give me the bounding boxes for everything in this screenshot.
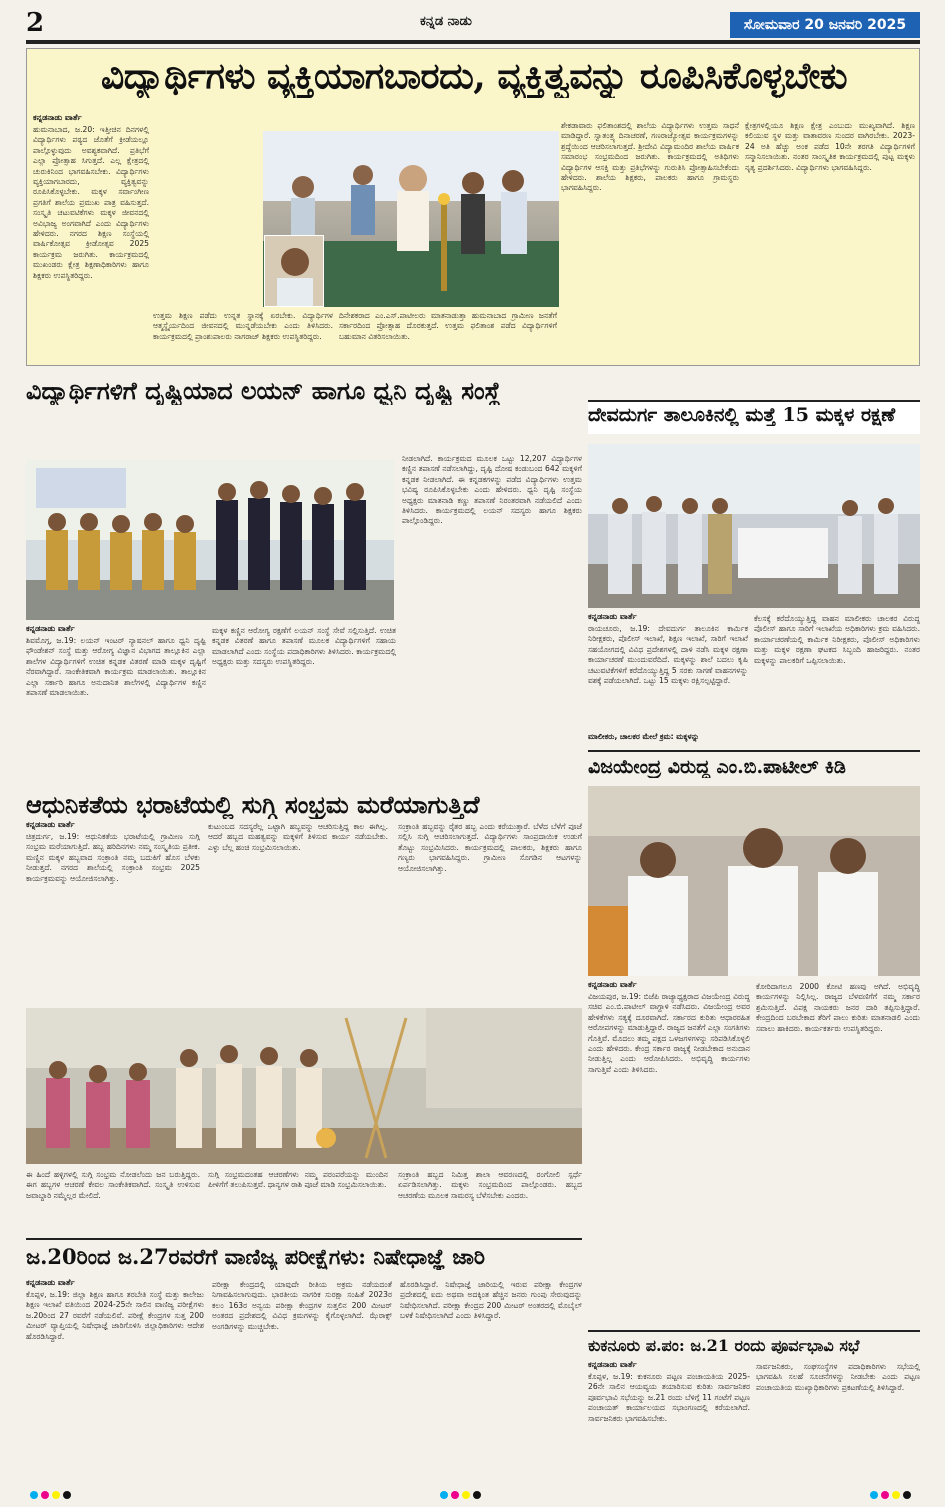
lead-col-2: ಉತ್ತಮ ಶಿಕ್ಷಣ ಪಡೆದು ಉನ್ನತ ಸ್ಥಾನಕ್ಕೆ ಏರಬೇಕು. ವಿದ್ಯಾರ್ಥಿಗಳ ಆತ್ಮಸ್ಥೈರ್ಯದಿಂದ ಜೀವನದಲ್ಲಿ ಮುನ್ನಡೆಯಬೇಕು ಎಂದು ತಿಳಿಸಿದರು. ಕಾರ್ಯಕ್ರಮದಲ್ಲಿ ಪ್ರಾಂಶುಪಾಲರು ನಾಗರಾಜ್ ಶಿಕ್ಷಕರು ಉಪಸ್ಥಿತರಿದ್ದರು.	[153, 311, 333, 341]
suggi-col-5: ಸುಗ್ಗಿ ಸಂಭ್ರಮದಂತಹ ಆಚರಣೆಗಳು ನಮ್ಮ ಪರಂಪರೆಯನ್ನು ಮುಂದಿನ ಪೀಳಿಗೆಗೆ ತಲುಪಿಸುತ್ತವೆ. ಧಾನ್ಯಗಳ ರಾಶಿ ಪೂಜೆ ಮಾಡಿ ಸಂಭ್ರಮಿಸಲಾಯಿತು.	[208, 1170, 388, 1190]
yellow-dot	[52, 1491, 60, 1499]
devadurga-col-2: ಕೆಲಸಕ್ಕೆ ಕರೆದೊಯ್ಯುತ್ತಿದ್ದ ವಾಹನ ಮಾಲೀಕರು ಚಾಲಕರ ವಿರುದ್ಧ ಪೊಲೀಸ್ ಹಾಗೂ ಸಾರಿಗೆ ಇಲಾಖೆಯ ಅಧಿಕಾರಿಗಳು ಕ್ರಮ ವಹಿಸಿದರು. ಕಾರ್ಯಾಚರಣೆಯಲ್ಲಿ ಕಾರ್ಮಿಕ ನಿರೀಕ್ಷಕರು, ಪೊಲೀಸ್ ಅಧಿಕಾರಿಗಳು ಮತ್ತು ಮಕ್ಕಳ ರಕ್ಷಣಾ ಘಟಕದ ಸಿಬ್ಬಂದಿ ಹಾಜರಿದ್ದರು. ನಂತರ ಮಕ್ಕಳನ್ನು ಪಾಲಕರಿಗೆ ಒಪ್ಪಿಸಲಾಯಿತು.	[754, 614, 920, 665]
suggi-photo-illustration	[26, 1008, 582, 1164]
vijayendra-col-2: ಕೋರಿದಾಗಲೂ 2000 ಕೋಟಿ ಹಣವು ಅಗಿದೆ. ಅಭಿವೃದ್ಧಿ ಕಾರ್ಯಗಳನ್ನು ನಿಲ್ಲಿಸಿಲ್ಲ. ರಾಜ್ಯದ ಬೆಳವಣಿಗೆಗೆ ನಮ್ಮ ಸರ್ಕಾರ ಶ್ರಮಿಸುತ್ತಿದೆ. ವಿಪಕ್ಷ ನಾಯಕರು ಜನರ ದಾರಿ ತಪ್ಪಿಸುತ್ತಿದ್ದಾರೆ. ಕೇಂದ್ರದಿಂದ ಬರಬೇಕಾದ ತೆರಿಗೆ ಪಾಲು ಕುರಿತು ಮಾತನಾಡಲಿ ಎಂದು ಸವಾಲು ಹಾಕಿದರು. ಕಾರ್ಯಕರ್ತರು ಉಪಸ್ಥಿತರಿದ್ದರು.	[756, 982, 920, 1033]
vijayendra-photo-illustration	[588, 786, 920, 976]
magenta-dot	[451, 1491, 459, 1499]
header-rule	[26, 40, 920, 44]
lions-byline: ಕನ್ನಡನಾಡು ವಾರ್ತೆ	[26, 624, 75, 633]
suggi-col-6: ಸಂಕ್ರಾಂತಿ ಹಬ್ಬದ ನಿಮಿತ್ತ ಶಾಲಾ ಆವರಣದಲ್ಲಿ ರಂಗೋಲಿ ಸ್ಪರ್ಧೆ ಏರ್ಪಡಿಸಲಾಗಿತ್ತು. ಮಕ್ಕಳು ಸಂಭ್ರಮದಿಂದ ಪಾಲ್ಗೊಂಡರು. ಹಬ್ಬದ ಆಚರಣೆಯ ಮೂಲಕ ಸಾಮರಸ್ಯ ಬೆಳೆಸಬೇಕು ಎಂದರು.	[398, 1170, 582, 1200]
suggi-col-1: ಚಿತ್ರದುರ್ಗ, ಜ.19: ಆಧುನಿಕತೆಯ ಭರಾಟೆಯಲ್ಲಿ ಗ್ರಾಮೀಣ ಸುಗ್ಗಿ ಸಂಭ್ರಮ ಮರೆಯಾಗುತ್ತಿದೆ. ಹಬ್ಬ ಹರಿದಿನಗಳು ನಮ್ಮ ಸಂಸ್ಕೃತಿಯ ಪ್ರತೀಕ. ಮಣ್ಣಿನ ಮಕ್ಕಳ ಹಬ್ಬವಾದ ಸಂಕ್ರಾಂತಿ ನಮ್ಮ ಬದುಕಿಗೆ ಹೊಸ ಬೆಳಕು ನೀಡುತ್ತದೆ. ನಗರದ ಶಾಲೆಯಲ್ಲಿ ಸಂಕ್ರಾಂತಿ ಸಂಭ್ರಮ 2025 ಕಾರ್ಯಕ್ರಮವನ್ನು ಆಯೋಜಿಸಲಾಗಿತ್ತು.	[26, 832, 200, 883]
inset-portrait	[265, 236, 324, 307]
lions-story	[26, 370, 582, 780]
registration-marks-center	[440, 1484, 484, 1503]
magenta-dot	[881, 1491, 889, 1499]
exam-headline: ಜ.20ರಿಂದ ಜ.27ರವರೆಗೆ ವಾಣಿಜ್ಯ ಪರೀಕ್ಷೆಗಳು: ನಿಷೇಧಾಜ್ಞೆ ಜಾರಿ	[26, 1238, 582, 1270]
devadurga-headline: ದೇವದುರ್ಗ ತಾಲೂಕಿನಲ್ಲಿ ಮತ್ತೆ 15 ಮಕ್ಕಳ ರಕ್ಷಣೆ	[588, 404, 896, 426]
yellow-dot	[462, 1491, 470, 1499]
lions-headline: ವಿದ್ಯಾರ್ಥಿಗಳಿಗೆ ದೃಷ್ಟಿಯಾದ ಲಯನ್ ಹಾಗೂ ಧ್ವನಿ ದೃಷ್ಟಿ ಸಂಸ್ಥೆ	[26, 376, 501, 405]
cyan-dot	[870, 1491, 878, 1499]
masthead: ಕನ್ನಡ ನಾಡು	[420, 14, 472, 29]
exam-story	[26, 1238, 582, 1468]
lead-headline: ವಿದ್ಯಾರ್ಥಿಗಳು ವ್ಯಕ್ತಿಯಾಗಬಾರದು, ವ್ಯಕ್ತಿತ್ವವನ್ನು ರೂಪಿಸಿಕೊಳ್ಳಬೇಕು	[100, 55, 848, 97]
devadurga-story	[588, 400, 920, 740]
cyan-dot	[30, 1491, 38, 1499]
lions-col-3: ನೀಡಲಾಗಿದೆ. ಕಾರ್ಯಕ್ರಮದ ಮೂಲಕ ಒಟ್ಟು 12,207 ವಿದ್ಯಾರ್ಥಿಗಳ ಕಣ್ಣಿನ ತಪಾಸಣೆ ನಡೆಸಲಾಗಿದ್ದು, ದೃಷ್ಟಿ ದೋಷ ಕಂಡುಬಂದ 642 ಮಕ್ಕಳಿಗೆ ಕನ್ನಡಕ ನೀಡಲಾಗಿದೆ. ಈ ಕನ್ನಡಕಗಳನ್ನು ಪಡೆದ ವಿದ್ಯಾರ್ಥಿಗಳು ಉತ್ತಮ ಭವಿಷ್ಯ ರೂಪಿಸಿಕೊಳ್ಳಬೇಕು ಎಂದು ಹೇಳಿದರು. ಧ್ವನಿ ದೃಷ್ಟಿ ಸಂಸ್ಥೆಯ ಅಧ್ಯಕ್ಷರು ಮಾತನಾಡಿ ಕಣ್ಣು ತಪಾಸಣೆ ನಿರಂತರವಾಗಿ ನಡೆಯಲಿದೆ ಎಂದು ತಿಳಿಸಿದರು. ಕಾರ್ಯಕ್ರಮದಲ್ಲಿ ಲಯನ್ ಸದಸ್ಯರು ಹಾಗೂ ಶಿಕ್ಷಕರು ಪಾಲ್ಗೊಂಡಿದ್ದರು.	[402, 454, 582, 526]
lead-col-3: ದಿನೇಶಕರಾದ ಎಂ.ಎಸ್.ಪಾಟೀಲರು ಮಾತನಾಡುತ್ತಾ ಹುಮನಾಬಾದ ಗ್ರಾಮೀಣ ಜನತೆಗೆ ಸರ್ಕಾರದಿಂದ ಪ್ರೋತ್ಸಾಹ ದೊರಕುತ್ತದೆ. ಉತ್ತಮ ಫಲಿತಾಂಶ ಪಡೆದ ವಿದ್ಯಾರ್ಥಿಗಳಿಗೆ ಬಹುಮಾನ ವಿತರಿಸಲಾಯಿತು.	[339, 311, 557, 341]
devadurga-photo	[588, 444, 920, 608]
lead-inset-photo	[264, 235, 324, 307]
lead-col-5: ಕ್ಷೇತ್ರಗಳಲ್ಲಿಯೂ ಶಿಕ್ಷಣ ಕ್ಷೇತ್ರ ಎಂಬುದು ಮುಖ್ಯವಾಗಿದೆ. ಶಿಕ್ಷಣ ಕಲಿಯುವ ಸ್ಥಳ ಮತ್ತು ವಾತಾವರಣ ಸುಂದರ ವಾಗಿರಬೇಕು. 2023-24 ಅತಿ ಹೆಚ್ಚು ಅಂಕ ಪಡೆದ 10ನೇ ತರಗತಿ ವಿದ್ಯಾರ್ಥಿಗಳಿಗೆ ಸನ್ಮಾನಿಸಲಾಯಿತು. ನಂತರ ಸಾಂಸ್ಕೃತಿಕ ಕಾರ್ಯಕ್ರಮದಲ್ಲಿ ಪುಟ್ಟ ಮಕ್ಕಳು ನೃತ್ಯ ಪ್ರದರ್ಶಿಸಿದರು. ವಿದ್ಯಾರ್ಥಿಗಳು ಭಾಗವಹಿಸಿದ್ದರು.	[745, 121, 915, 172]
vijayendra-byline: ಕನ್ನಡನಾಡು ವಾರ್ತೆ	[588, 980, 637, 989]
lead-byline: ಕನ್ನಡನಾಡು ವಾರ್ತೆ	[33, 113, 82, 122]
exam-byline: ಕನ್ನಡನಾಡು ವಾರ್ತೆ	[26, 1278, 75, 1287]
lions-col-1: ಶಿವಮೊಗ್ಗ, ಜ.19: ಲಯನ್ ಇಂಟರ್ ನ್ಯಾಷನಲ್ ಹಾಗೂ ಧ್ವನಿ ದೃಷ್ಟಿ ಫೌಂಡೇಶನ್ ಸಂಸ್ಥೆ ಮತ್ತು ಆರೋಗ್ಯ ವಿಜ್ಞಾನ ವಿಭಾಗದ ತಾಲ್ಲೂಕಿನ ಎಲ್ಲಾ ಶಾಲೆಗಳ ವಿದ್ಯಾರ್ಥಿಗಳಿಗೆ ಉಚಿತ ಕನ್ನಡಕ ವಿತರಣೆ ಮಾಡಿ ಮಕ್ಕಳ ದೃಷ್ಟಿಗೆ ನೆರವಾಗಿದ್ದಾರೆ. ಸಾಂಕೇತಿಕವಾಗಿ ಕಾರ್ಯಕ್ರಮ ಮಾಡಲಾಯಿತು. ತಾಲ್ಲೂಕಿನ ಎಲ್ಲಾ ಸರ್ಕಾರಿ ಹಾಗೂ ಅನುದಾನಿತ ಶಾಲೆಗಳಲ್ಲಿ ವಿದ್ಯಾರ್ಥಿಗಳ ಕಣ್ಣಿನ ತಪಾಸಣೆ ಮಾಡಲಾಯಿತು.	[26, 636, 206, 698]
suggi-col-4: ಈ ಹಿಂದೆ ಹಳ್ಳಿಗಳಲ್ಲಿ ಸುಗ್ಗಿ ಸಂಭ್ರಮ ನೋಡಲೆಂದು ಜನ ಬರುತ್ತಿದ್ದರು. ಈಗ ಹಬ್ಬಗಳ ಆಚರಣೆ ಕೇವಲ ಸಾಂಕೇತಿಕವಾಗಿದೆ. ಸಂಸ್ಕೃತಿ ಉಳಿಸುವ ಜವಾಬ್ದಾರಿ ನಮ್ಮೆಲ್ಲರ ಮೇಲಿದೆ.	[26, 1170, 200, 1200]
vijayendra-headline: ವಿಜಯೇಂದ್ರ ವಿರುದ್ಧ ಎಂ.ಬಿ.ಪಾಟೀಲ್ ಕಿಡಿ	[588, 750, 920, 778]
registration-marks-right	[870, 1484, 914, 1503]
devadurga-col-1: ರಾಯಚೂರು, ಜ.19: ದೇವದುರ್ಗ ತಾಲೂಕಿನ ಕಾರ್ಮಿಕ ನಿರೀಕ್ಷಕರು, ಪೊಲೀಸ್ ಇಲಾಖೆ, ಶಿಕ್ಷಣ ಇಲಾಖೆ, ಸಾರಿಗೆ ಇಲಾಖೆ ಸಹಯೋಗದಲ್ಲಿ ವಿವಿಧ ಪ್ರದೇಶಗಳಲ್ಲಿ ದಾಳಿ ನಡೆಸಿ ಮಕ್ಕಳ ರಕ್ಷಣಾ ಕಾರ್ಯಾಚರಣೆ ಮುಂದುವರೆದಿದೆ. ಮಕ್ಕಳನ್ನು ಶಾಲೆ ಬದಲು ಕೃಷಿ ಚಟುವಟಿಕೆಗಳಿಗೆ ಕರೆದೊಯ್ಯುತ್ತಿದ್ದ 5 ಸರಕು ಸಾಗಣೆ ವಾಹನಗಳನ್ನು ವಶಕ್ಕೆ ಪಡೆಯಲಾಗಿದೆ. ಒಟ್ಟು 15 ಮಕ್ಕಳು ರಕ್ಷಿಸಲ್ಪಟ್ಟಿದ್ದಾರೆ.	[588, 624, 748, 686]
lead-col-4: ಶೇಕಡಾವಾರು ಫಲಿತಾಂಶದಲ್ಲಿ ಶಾಲೆಯ ವಿದ್ಯಾರ್ಥಿಗಳು ಉತ್ತಮ ಸಾಧನೆ ಮಾಡಿದ್ದಾರೆ. ಸ್ವಾತಂತ್ರ್ಯ ದಿನಾಚರಣೆ, ಗಣರಾಜ್ಯೋತ್ಸವ ಕಾರ್ಯಕ್ರಮಗಳನ್ನು ಶ್ರದ್ಧೆಯಿಂದ ಆಚರಿಸಲಾಗುತ್ತದೆ. ಶ್ರೀದೇವಿ ವಿದ್ಯಾಮಂದಿರ ಶಾಲೆಯ ವಾರ್ಷಿಕ ಸಮಾರಂಭ ಸಂಭ್ರಮದಿಂದ ಜರುಗಿತು. ಕಾರ್ಯಕ್ರಮದಲ್ಲಿ ಅತಿಥಿಗಳು ವಿದ್ಯಾರ್ಥಿಗಳ ಆಸಕ್ತಿ ಮತ್ತು ಪ್ರತಿಭೆಗಳನ್ನು ಗುರುತಿಸಿ ಪ್ರೋತ್ಸಾಹಿಸಬೇಕೆಂದು ಹೇಳಿದರು. ಶಾಲೆಯ ಶಿಕ್ಷಕರು, ಪಾಲಕರು ಹಾಗೂ ಗ್ರಾಮಸ್ಥರು ಭಾಗವಹಿಸಿದ್ದರು.	[561, 121, 739, 193]
devadurga-photo-illustration	[588, 444, 920, 608]
lions-photo	[26, 460, 394, 620]
kukanur-byline: ಕನ್ನಡನಾಡು ವಾರ್ತೆ	[588, 1360, 637, 1369]
yellow-dot	[892, 1491, 900, 1499]
date-banner	[730, 12, 920, 38]
magenta-dot	[41, 1491, 49, 1499]
suggi-col-3: ಸಂಕ್ರಾಂತಿ ಹಬ್ಬವನ್ನು ರೈತರ ಹಬ್ಬ ಎಂದು ಕರೆಯುತ್ತಾರೆ. ಬೆಳೆದ ಬೆಳೆಗೆ ಪೂಜೆ ಸಲ್ಲಿಸಿ ಸುಗ್ಗಿ ಆಚರಿಸಲಾಗುತ್ತದೆ. ವಿದ್ಯಾರ್ಥಿಗಳು ಸಾಂಪ್ರದಾಯಿಕ ಉಡುಗೆ ತೊಟ್ಟು ಸಂಭ್ರಮಿಸಿದರು. ಕಾರ್ಯಕ್ರಮದಲ್ಲಿ ಪಾಲಕರು, ಶಿಕ್ಷಕರು ಹಾಗೂ ಗಣ್ಯರು ಭಾಗವಹಿಸಿದ್ದರು. ಗ್ರಾಮೀಣ ಸೊಗಡಿನ ಆಟಗಳನ್ನು ಆಯೋಜಿಸಲಾಗಿತ್ತು.	[398, 822, 582, 873]
kukanur-col-2: ಸಾರ್ವಜನಿಕರು, ಸಂಘಸಂಸ್ಥೆಗಳ ಪದಾಧಿಕಾರಿಗಳು ಸಭೆಯಲ್ಲಿ ಭಾಗವಹಿಸಿ ಸಲಹೆ ಸೂಚನೆಗಳನ್ನು ನೀಡಬೇಕು ಎಂದು ಪಟ್ಟಣ ಪಂಚಾಯತಿಯ ಮುಖ್ಯಾಧಿಕಾರಿಗಳು ಪ್ರಕಟಣೆಯಲ್ಲಿ ತಿಳಿಸಿದ್ದಾರೆ.	[756, 1362, 920, 1392]
lead-col-1: ಹುಮನಾಬಾದ, ಜ.20: ಇತ್ತೀಚಿನ ದಿನಗಳಲ್ಲಿ ವಿದ್ಯಾರ್ಥಿಗಳು ಪಠ್ಯದ ಜೊತೆಗೆ ಕ್ರೀಡೆಯಲ್ಲೂ ಪಾಲ್ಗೊಳ್ಳುವುದು ಅವಶ್ಯಕವಾಗಿದೆ. ಪ್ರತಿಭೆಗೆ ಎಲ್ಲಾ ಪ್ರೋತ್ಸಾಹ ಸಿಗುತ್ತದೆ. ಎಲ್ಲ ಕ್ಷೇತ್ರದಲ್ಲಿ ಚುರುಕಿನಿಂದ ಭಾಗವಹಿಸಬೇಕು. ವಿದ್ಯಾರ್ಥಿಗಳು ವ್ಯಕ್ತಿಯಾಗಬಾರದು, ವ್ಯಕ್ತಿತ್ವವನ್ನು ರೂಪಿಸಿಕೊಳ್ಳಬೇಕು. ಮಕ್ಕಳ ಸರ್ವಾಂಗೀಣ ಪ್ರಗತಿಗೆ ಶಾಲೆಯ ಪ್ರಮುಖ ಪಾತ್ರ ವಹಿಸುತ್ತದೆ. ಸಂಸ್ಕೃತಿ ಚಟುವಟಿಕೆಗಳು ಮಕ್ಕಳ ಜೀವನದಲ್ಲಿ ಅವಿಭಾಜ್ಯ ಅಂಗವಾಗಿದೆ ಎಂದು ವಿದ್ಯಾರ್ಥಿಗಳು ಹೇಳಿದರು. ನಗರದ ಶಿಕ್ಷಣ ಸಂಸ್ಥೆಯಲ್ಲಿ ವಾರ್ಷಿಕೋತ್ಸವ ಕ್ರೀಡೋತ್ಸವ 2025 ಕಾರ್ಯಕ್ರಮ ಜರುಗಿತು. ಕಾರ್ಯಕ್ರಮದಲ್ಲಿ ಮುಖಂಡರು ಕ್ಷೇತ್ರ ಶಿಕ್ಷಣಾಧಿಕಾರಿಗಳು ಹಾಗೂ ಶಿಕ್ಷಕರು ಉಪಸ್ಥಿತರಿದ್ದರು.	[33, 125, 149, 280]
suggi-col-2: ಕುಟುಂಬದ ಸದಸ್ಯರೆಲ್ಲ ಒಟ್ಟಾಗಿ ಹಬ್ಬವನ್ನು ಆಚರಿಸುತ್ತಿದ್ದ ಕಾಲ ಈಗಿಲ್ಲ. ಆದರೆ ಹಬ್ಬದ ಮಹತ್ವವನ್ನು ಮಕ್ಕಳಿಗೆ ತಿಳಿಸುವ ಕಾರ್ಯ ನಡೆಯಬೇಕು. ಎಳ್ಳು ಬೆಲ್ಲ ಹಂಚಿ ಸಂಭ್ರಮಿಸಲಾಯಿತು.	[208, 822, 388, 852]
vijayendra-col-1: ವಿಜಯಪುರ, ಜ.19: ಬಿಜೆಪಿ ರಾಜ್ಯಾಧ್ಯಕ್ಷರಾದ ವಿಜಯೇಂದ್ರ ವಿರುದ್ಧ ಸಚಿವ ಎಂ.ಬಿ.ಪಾಟೀಲ್ ವಾಗ್ದಾಳಿ ನಡೆಸಿದರು. ವಿಜಯೇಂದ್ರ ಅವರ ಹೇಳಿಕೆಗಳು ಸತ್ಯಕ್ಕೆ ದೂರವಾಗಿದೆ. ಸರ್ಕಾರದ ಕುರಿತು ಆಧಾರರಹಿತ ಆರೋಪಗಳನ್ನು ಮಾಡುತ್ತಿದ್ದಾರೆ. ರಾಜ್ಯದ ಜನತೆಗೆ ಎಲ್ಲಾ ಸಂಗತಿಗಳು ಗೊತ್ತಿವೆ. ಮೊದಲು ತಮ್ಮ ಪಕ್ಷದ ಒಳಜಗಳಗಳನ್ನು ಸರಿಪಡಿಸಿಕೊಳ್ಳಲಿ ಎಂದು ಹೇಳಿದರು. ಕೇಂದ್ರ ಸರ್ಕಾರ ರಾಜ್ಯಕ್ಕೆ ನೀಡಬೇಕಾದ ಅನುದಾನ ನೀಡುತ್ತಿಲ್ಲ ಎಂದು ಆರೋಪಿಸಿದರು. ಅಭಿವೃದ್ಧಿ ಕಾರ್ಯಗಳು ಸಾಗುತ್ತಿವೆ ಎಂದು ತಿಳಿಸಿದರು.	[588, 992, 750, 1074]
exam-col-1: ಕೊಪ್ಪಳ, ಜ.19: ಜಿಲ್ಲಾ ಶಿಕ್ಷಣ ಹಾಗೂ ತರಬೇತಿ ಸಂಸ್ಥೆ ಮತ್ತು ಕಾಲೇಜು ಶಿಕ್ಷಣ ಇಲಾಖೆ ವತಿಯಿಂದ 2024-25ನೇ ಸಾಲಿನ ವಾಣಿಜ್ಯ ಪರೀಕ್ಷೆಗಳು ಜ.20ರಿಂದ 27 ರವರೆಗೆ ನಡೆಯಲಿವೆ. ಪರೀಕ್ಷೆ ಕೇಂದ್ರಗಳ ಸುತ್ತ 200 ಮೀಟರ್ ವ್ಯಾಪ್ತಿಯಲ್ಲಿ ನಿಷೇಧಾಜ್ಞೆ ಜಾರಿಗೊಳಿಸಿ ಜಿಲ್ಲಾಧಿಕಾರಿಗಳು ಆದೇಶ ಹೊರಡಿಸಿದ್ದಾರೆ.	[26, 1290, 204, 1341]
exam-col-3: ಹೊರಡಿಸಿದ್ದಾರೆ. ನಿಷೇಧಾಜ್ಞೆ ಜಾರಿಯಲ್ಲಿ ಇರುವ ಪರೀಕ್ಷಾ ಕೇಂದ್ರಗಳ ಪ್ರದೇಶದಲ್ಲಿ ಐದು ಅಥವಾ ಅದಕ್ಕಿಂತ ಹೆಚ್ಚಿನ ಜನರು ಗುಂಪು ಸೇರುವುದನ್ನು ನಿಷೇಧಿಸಲಾಗಿದೆ. ಪರೀಕ್ಷಾ ಕೇಂದ್ರದ 200 ಮೀಟರ್ ಅಂತರದಲ್ಲಿ ಮೊಬೈಲ್ ಬಳಕೆ ನಿಷೇಧಿಸಲಾಗಿದೆ ಎಂದು ತಿಳಿಸಿದ್ದಾರೆ.	[400, 1280, 582, 1321]
kukanur-story	[588, 1330, 920, 1470]
suggi-headline: ಆಧುನಿಕತೆಯ ಭರಾಟೆಯಲ್ಲಿ ಸುಗ್ಗಿ ಸಂಭ್ರಮ ಮರೆಯಾಗುತ್ತಿದೆ	[26, 790, 480, 819]
devadurga-byline: ಕನ್ನಡನಾಡು ವಾರ್ತೆ	[588, 612, 637, 621]
lions-photo-illustration	[26, 460, 394, 620]
devadurga-caption: ಮಾಲೀಕರು, ಚಾಲಕರ ಮೇಲೆ ಕ್ರಮ: ಮಕ್ಕಳನ್ನು	[588, 732, 700, 741]
kukanur-headline: ಕುಕನೂರು ಪ.ಪಂ: ಜ.21 ರಂದು ಪೂರ್ವಭಾವಿ ಸಭೆ	[588, 1330, 920, 1356]
suggi-byline: ಕನ್ನಡನಾಡು ವಾರ್ತೆ	[26, 820, 75, 829]
page-number: 2	[26, 8, 45, 38]
registration-marks-left	[30, 1484, 74, 1503]
suggi-story	[26, 786, 582, 1236]
date-text: ಸೋಮವಾರ 20 ಜನವರಿ 2025	[743, 17, 907, 33]
black-dot	[903, 1491, 911, 1499]
black-dot	[473, 1491, 481, 1499]
exam-col-2: ಪರೀಕ್ಷಾ ಕೇಂದ್ರದಲ್ಲಿ ಯಾವುದೇ ರೀತಿಯ ಅಕ್ರಮ ನಡೆಯದಂತೆ ನಿಗಾವಹಿಸಲಾಗುವುದು. ಭಾರತೀಯ ನಾಗರಿಕ ಸುರಕ್ಷಾ ಸಂಹಿತೆ 2023ರ ಕಲಂ 163ರ ಅನ್ವಯ ಪರೀಕ್ಷಾ ಕೇಂದ್ರಗಳ ಸುತ್ತಲಿನ 200 ಮೀಟರ್ ಅಂತರದ ಪ್ರದೇಶದಲ್ಲಿ ವಿವಿಧ ಕ್ರಮಗಳನ್ನು ಕೈಗೊಳ್ಳಲಾಗಿದೆ. ಝೆರಾಕ್ಸ್ ಅಂಗಡಿಗಳನ್ನು ಮುಚ್ಚಬೇಕು.	[212, 1280, 392, 1331]
black-dot	[63, 1491, 71, 1499]
vijayendra-photo	[588, 786, 920, 976]
suggi-photo	[26, 1008, 582, 1164]
lions-col-2: ಮಕ್ಕಳ ಕಣ್ಣಿನ ಆರೋಗ್ಯ ರಕ್ಷಣೆಗೆ ಲಯನ್ ಸಂಸ್ಥೆ ಸೇವೆ ಸಲ್ಲಿಸುತ್ತಿದೆ. ಉಚಿತ ಕನ್ನಡಕ ವಿತರಣೆ ಹಾಗೂ ತಪಾಸಣೆ ಮೂಲಕ ವಿದ್ಯಾರ್ಥಿಗಳಿಗೆ ಸಹಾಯ ಮಾಡಲಾಗಿದೆ ಎಂದು ಸಂಸ್ಥೆಯ ಪದಾಧಿಕಾರಿಗಳು ತಿಳಿಸಿದರು. ಕಾರ್ಯಕ್ರಮದಲ್ಲಿ ಅಧ್ಯಕ್ಷರು ಮತ್ತು ಸದಸ್ಯರು ಉಪಸ್ಥಿತರಿದ್ದರು.	[212, 626, 396, 667]
vijayendra-story	[588, 746, 920, 1326]
lead-story	[26, 48, 920, 366]
kukanur-col-1: ಕೊಪ್ಪಳ, ಜ.19: ಕುಕನೂರು ಪಟ್ಟಣ ಪಂಚಾಯತಿಯ 2025-26ನೇ ಸಾಲಿನ ಆಯವ್ಯಯ ತಯಾರಿಸುವ ಕುರಿತು ಸಾರ್ವಜನಿಕರ ಪೂರ್ವಭಾವಿ ಸಭೆಯನ್ನು ಜ.21 ರಂದು ಬೆಳಿಗ್ಗೆ 11 ಗಂಟೆಗೆ ಪಟ್ಟಣ ಪಂಚಾಯತ್ ಕಾರ್ಯಾಲಯದ ಸಭಾಂಗಣದಲ್ಲಿ ಕರೆಯಲಾಗಿದೆ. ಸಾರ್ವಜನಿಕರು ಭಾಗವಹಿಸಬೇಕು.	[588, 1372, 750, 1423]
cyan-dot	[440, 1491, 448, 1499]
